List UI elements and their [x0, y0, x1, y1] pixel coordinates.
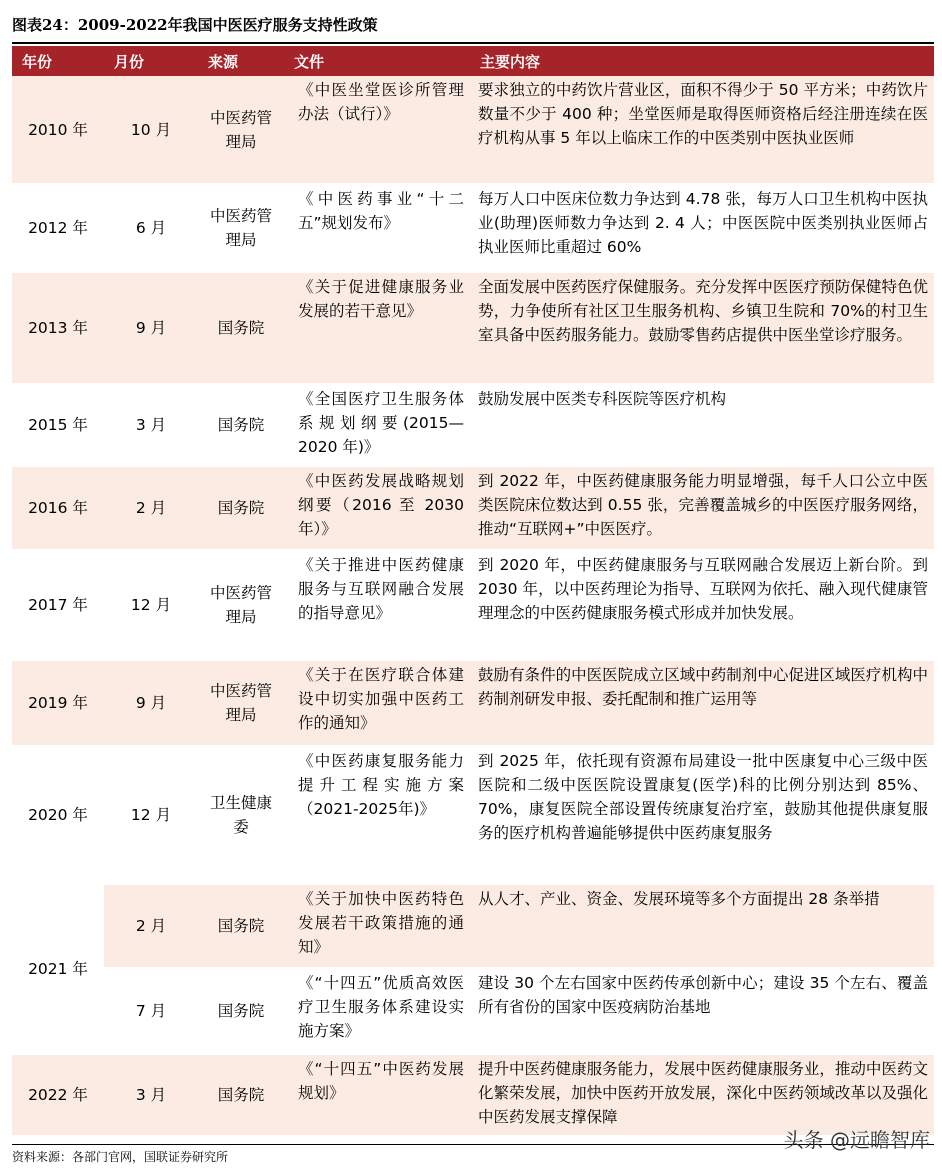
- cell-source: 中医药管理局: [198, 550, 284, 660]
- cell-source: 国务院: [198, 968, 284, 1054]
- title-divider: [12, 42, 934, 44]
- cell-content: 到 2022 年，中医药健康服务能力明显增强，每千人口公立中医类医院床位数达到 0.55 张，完善覆盖城乡的中医医疗服务网络，推动“互联网+”中医医疗。: [470, 466, 934, 550]
- table-row: [12, 884, 934, 968]
- cell-month: 2 月: [104, 466, 198, 550]
- policy-table: [12, 46, 934, 1137]
- cell-month: 3 月: [104, 384, 198, 466]
- figure-title: 图表24：2009-2022年我国中医医疗服务支持性政策: [12, 16, 378, 34]
- header-month: 月份: [104, 46, 198, 76]
- cell-month: 12 月: [104, 746, 198, 884]
- table-row: [12, 272, 934, 384]
- cell-month: 9 月: [104, 272, 198, 384]
- table-row: [12, 660, 934, 746]
- table-row: [12, 968, 934, 1054]
- cell-document: 《中医坐堂医诊所管理办法（试行）》: [284, 76, 470, 184]
- cell-source: 国务院: [198, 884, 284, 968]
- cell-source: 国务院: [198, 272, 284, 384]
- cell-year: 2021 年: [12, 884, 104, 1054]
- watermark: 头条 @远瞻智库: [783, 1128, 930, 1152]
- header-content: 主要内容: [470, 46, 934, 76]
- cell-year: 2017 年: [12, 550, 104, 660]
- cell-source: 中医药管理局: [198, 76, 284, 184]
- cell-document: 《关于推进中医药健康服务与互联网融合发展的指导意见》: [284, 550, 470, 660]
- cell-source: 国务院: [198, 466, 284, 550]
- cell-document: 《全国医疗卫生服务体系规划纲要(2015—2020 年)》: [284, 384, 470, 466]
- cell-content: 建设 30 个左右国家中医药传承创新中心；建设 35 个左右、覆盖所有省份的国家中医疫病防治基地: [470, 968, 934, 1054]
- cell-content: 提升中医药健康服务能力，发展中医药健康服务业，推动中医药文化繁荣发展，加快中医药开放发展，深化中医药领域改革以及强化中医药发展支撑保障: [470, 1054, 934, 1136]
- cell-month: 2 月: [104, 884, 198, 968]
- table-row: [12, 76, 934, 184]
- table-row: [12, 184, 934, 272]
- header-year: 年份: [12, 46, 104, 76]
- cell-document: 《中医药发展战略规划纲要（2016 至 2030 年）》: [284, 466, 470, 550]
- cell-content: 全面发展中医药医疗保健服务。充分发挥中医医疗预防保健特色优势，力争使所有社区卫生服务机构、乡镇卫生院和 70%的村卫生室具备中医药服务能力。鼓励零售药店提供中医坐堂诊疗服务。: [470, 272, 934, 384]
- cell-month: 7 月: [104, 968, 198, 1054]
- header-source: 来源: [198, 46, 284, 76]
- cell-source: 中医药管理局: [198, 660, 284, 746]
- cell-document: 《“十四五”优质高效医疗卫生服务体系建设实施方案》: [284, 968, 470, 1054]
- source-note: 资料来源：各部门官网，国联证券研究所: [12, 1150, 229, 1164]
- table-row: [12, 466, 934, 550]
- cell-month: 6 月: [104, 184, 198, 272]
- cell-year: 2016 年: [12, 466, 104, 550]
- table-row: [12, 384, 934, 466]
- cell-document: 《中医药康复服务能力提升工程实施方案（2021-2025年)》: [284, 746, 470, 884]
- cell-year: 2020 年: [12, 746, 104, 884]
- cell-month: 9 月: [104, 660, 198, 746]
- cell-document: 《关于促进健康服务业发展的若干意见》: [284, 272, 470, 384]
- cell-source: 国务院: [198, 384, 284, 466]
- cell-document: 《“十四五”中医药发展规划》: [284, 1054, 470, 1136]
- table-row: [12, 550, 934, 660]
- cell-month: 3 月: [104, 1054, 198, 1136]
- cell-content: 鼓励有条件的中医医院成立区域中药制剂中心促进区域医疗机构中药制剂研发申报、委托配制和推广运用等: [470, 660, 934, 746]
- cell-year: 2015 年: [12, 384, 104, 466]
- cell-year: 2012 年: [12, 184, 104, 272]
- cell-source: 卫生健康委: [198, 746, 284, 884]
- cell-source: 国务院: [198, 1054, 284, 1136]
- table-header-row: [12, 46, 934, 76]
- cell-source: 中医药管理局: [198, 184, 284, 272]
- cell-year: 2010 年: [12, 76, 104, 184]
- cell-year: 2013 年: [12, 272, 104, 384]
- cell-content: 鼓励发展中医类专科医院等医疗机构: [470, 384, 934, 466]
- cell-content: 每万人口中医床位数力争达到 4.78 张，每万人口卫生机构中医执业(助理)医师数力争达到 2. 4 人；中医医院中医类别执业医师占执业医师比重超过 60%: [470, 184, 934, 272]
- cell-year: 2022 年: [12, 1054, 104, 1136]
- cell-month: 10 月: [104, 76, 198, 184]
- cell-document: 《关于在医疗联合体建设中切实加强中医药工作的通知》: [284, 660, 470, 746]
- cell-year: 2019 年: [12, 660, 104, 746]
- header-document: 文件: [284, 46, 470, 76]
- table-row: [12, 746, 934, 884]
- cell-content: 到 2020 年，中医药健康服务与互联网融合发展迈上新台阶。到 2030 年，以中医药理论为指导、互联网为依托、融入现代健康管理理念的中医药健康服务模式形成并加快发展。: [470, 550, 934, 660]
- cell-document: 《中医药事业“十二五”规划发布》: [284, 184, 470, 272]
- cell-content: 从人才、产业、资金、发展环境等多个方面提出 28 条举措: [470, 884, 934, 968]
- cell-content: 要求独立的中药饮片营业区，面积不得少于 50 平方米；中药饮片数量不少于 400 种；坐堂医师是取得医师资格后经注册连续在医疗机构从事 5 年以上临床工作的中医类别中医执业医师: [470, 76, 934, 184]
- cell-content: 到 2025 年，依托现有资源布局建设一批中医康复中心三级中医医院和二级中医医院设置康复(医学)科的比例分别达到 85%、70%，康复医院全部设置传统康复治疗室，鼓励其他提供康复服务的医疗机构普遍能够提供中医药康复服务: [470, 746, 934, 884]
- cell-month: 12 月: [104, 550, 198, 660]
- cell-document: 《关于加快中医药特色发展若干政策措施的通知》: [284, 884, 470, 968]
